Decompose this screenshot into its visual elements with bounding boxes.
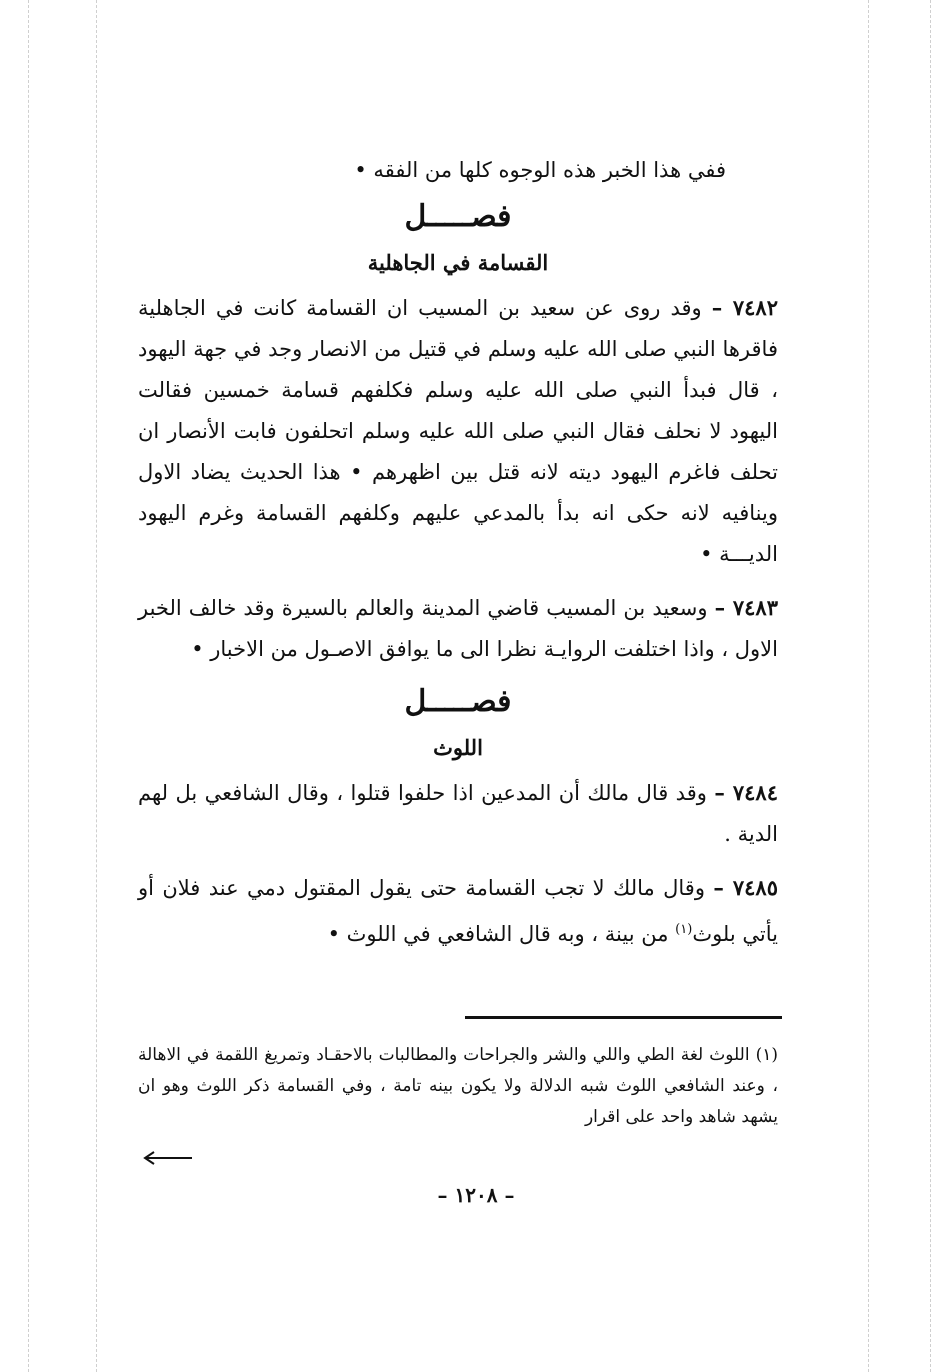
section-heading-1: فصـــــل <box>404 199 512 234</box>
scan-guide-right <box>930 0 931 1372</box>
paragraph-text: وقد قال مالك أن المدعين اذا حلفوا قتلوا ، وقال الشافعي بل لهم الدية . <box>138 781 778 846</box>
paragraph-number: ٧٤٨٥ – <box>713 875 778 900</box>
paragraph-7482 <box>138 287 778 575</box>
footnote-reference[interactable]: (١) <box>675 922 693 937</box>
paragraph-text: وقد روى عن سعيد بن المسيب ان القسامة كانت في الجاهلية فاقرها النبي صلى الله عليه وسلم في قتيل من الانصار وجد في جهة اليهود ، قال فبدأ النبي صلى الله عليه وسلم فكلفهم قسامة خمسين فقالت اليهود لا نحلف فقال النبي صلى الله عليه وسلم اتحلفون فابت الأنصار ان تحلف فاغرم اليهود ديته لانه قتل بين اظهرهم • هذا الحديث يضاد الاول وينافيه لانه حكى انه بدأ بالمدعي عليهم وكلفهم القسامة وغرم اليهود الديـــة • <box>138 296 778 566</box>
footnote-divider <box>465 1016 782 1019</box>
paragraph-number: ٧٤٨٢ – <box>711 295 778 320</box>
paragraph-7485 <box>138 867 778 955</box>
paragraph-7484 <box>138 772 778 855</box>
paragraph-text: وسعيد بن المسيب قاضي المدينة والعالم بالسيرة وقد خالف الخبر الاول ، واذا اختلفت الروايـة نظرا الى ما يوافق الاصـول من الاخبار • <box>138 596 778 661</box>
section-heading-2: فصـــــل <box>404 684 512 719</box>
footnote-text: (١) اللوث لغة الطي واللي والشر والجراحات والمطالبات بالاحقـاد وتمريغ اللقمة في الاهالة ، وعند الشافعي اللوث شبه الدلالة ولا يكون بينه تامة ، وفي القسامة ذكر اللوث وهو ان يشهد شاهد واحد على اقرار <box>138 1045 778 1127</box>
arrow-left-icon <box>142 1148 194 1168</box>
paragraph-number: ٧٤٨٣ – <box>714 595 778 620</box>
paragraph-7483 <box>138 587 778 670</box>
scan-guide-left <box>28 0 29 1372</box>
section-subheading-2: اللوث <box>433 735 483 760</box>
paragraph-number: ٧٤٨٤ – <box>714 780 778 805</box>
section-subheading-1: القسامة في الجاهلية <box>367 250 549 275</box>
intro-line: ففي هذا الخبر هذه الوجوه كلها من الفقه • <box>354 158 726 182</box>
paragraph-text: وقال مالك لا تجب القسامة حتى يقول المقتول دمي عند فلان أو يأتي بلوث <box>138 876 778 946</box>
page-number: – ١٢٠٨ – <box>437 1183 515 1207</box>
scan-guide-right-inner <box>868 0 869 1372</box>
scan-guide-left-inner <box>96 0 97 1372</box>
page-body <box>138 150 778 967</box>
paragraph-text-continued: من بينة ، وبه قال الشافعي في اللوث • <box>327 922 669 946</box>
